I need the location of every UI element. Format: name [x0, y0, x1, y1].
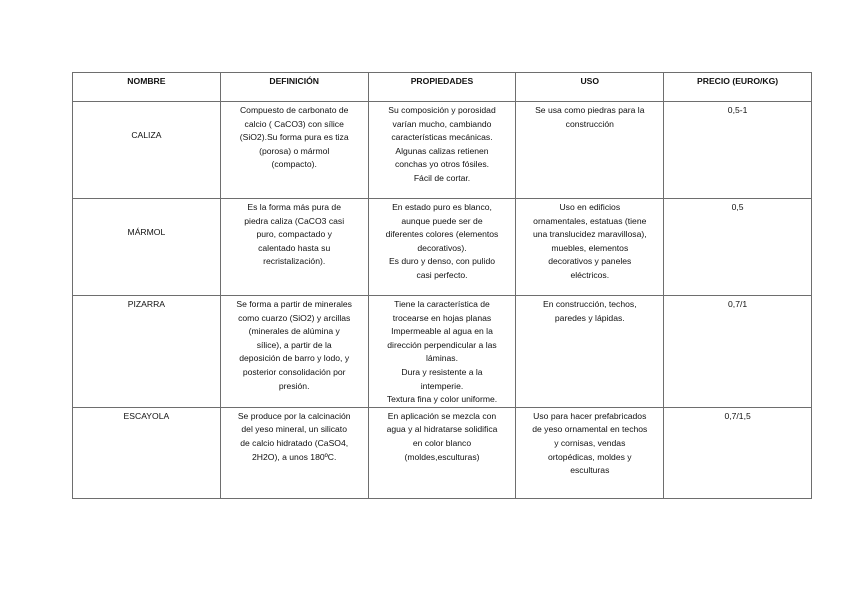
- stone-name: ESCAYOLA: [123, 410, 170, 421]
- cell-definicion: [220, 296, 368, 408]
- cell-precio: [664, 102, 812, 199]
- propiedades-line: varían mucho, cambiando: [392, 118, 492, 129]
- propiedades-line: (moldes,esculturas): [404, 451, 480, 462]
- cell-nombre: [73, 199, 221, 296]
- cell-nombre: [73, 102, 221, 199]
- table-row: [73, 102, 812, 199]
- propiedades-line: diferentes colores (elementos: [385, 229, 499, 240]
- propiedades-line: agua y al hidratarse solidifica: [386, 424, 498, 435]
- uso-line: Uso en edificios: [559, 202, 621, 212]
- header-definicion: DEFINICIÓN: [220, 73, 368, 102]
- definicion-line: de calcio hidratado (CaSO4,: [240, 437, 349, 448]
- cell-definicion: [220, 407, 368, 498]
- propiedades-line: En estado puro es blanco,: [392, 202, 492, 212]
- uso-line: ornamentales, estatuas (tiene: [533, 215, 647, 226]
- definicion-line: recristalización).: [263, 256, 326, 267]
- propiedades-line: conchas yo otros fósiles.: [394, 159, 490, 170]
- header-propiedades: PROPIEDADES: [368, 73, 516, 102]
- cell-precio: [664, 296, 812, 408]
- stone-name: CALIZA: [131, 130, 162, 140]
- propiedades-line: láminas.: [425, 353, 458, 364]
- definicion-line: Se produce por la calcinación: [237, 410, 351, 421]
- uso-line: eléctricos.: [570, 269, 610, 280]
- cell-definicion: [220, 102, 368, 199]
- definicion-line: calentado hasta su: [258, 242, 331, 253]
- cell-propiedades: [368, 102, 516, 199]
- uso-line: ortopédicas, moldes y: [547, 451, 632, 462]
- price-value: 0,7/1,5: [724, 410, 751, 421]
- definicion-line: puro, compactado y: [256, 229, 332, 240]
- definicion-line: (compacto).: [271, 159, 317, 170]
- propiedades-line: Tiene la característica de: [394, 299, 490, 309]
- definicion-line: posterior consolidación por: [242, 366, 346, 377]
- uso-line: de yeso ornamental en techos: [532, 424, 648, 435]
- uso-line: y cornisas, vendas: [554, 437, 626, 448]
- propiedades-line: Fácil de cortar.: [413, 172, 471, 183]
- uso-line: paredes y lápidas.: [554, 312, 625, 323]
- uso-line: una translucidez maravillosa),: [532, 229, 647, 240]
- cell-precio: [664, 199, 812, 296]
- uso-line: Uso para hacer prefabricados: [533, 410, 647, 421]
- definicion-line: (porosa) o mármol: [259, 145, 330, 156]
- definicion-line: piedra caliza (CaCO3 casi: [244, 215, 345, 226]
- propiedades-line: Impermeable al agua en la: [391, 326, 493, 337]
- definicion-line: Es la forma más pura de: [247, 202, 341, 212]
- propiedades-line: casi perfecto.: [416, 269, 468, 280]
- definicion-line: (minerales de alúmina y: [248, 326, 340, 337]
- uso-line: muebles, elementos: [551, 242, 629, 253]
- propiedades-line: En aplicación se mezcla con: [387, 410, 497, 421]
- propiedades-line: características mecánicas.: [391, 132, 493, 143]
- propiedades-line: decorativos).: [417, 242, 467, 253]
- header-precio: PRECIO (EURO/KG): [664, 73, 812, 102]
- propiedades-line: intemperie.: [420, 380, 464, 391]
- definicion-line: presión.: [278, 380, 310, 391]
- uso-line: construcción: [565, 118, 614, 129]
- table-row: [73, 407, 812, 498]
- propiedades-line: Es duro y denso, con pulido: [388, 256, 496, 267]
- cell-uso: [516, 407, 664, 498]
- uso-line: decorativos y paneles: [548, 256, 632, 267]
- propiedades-line: dirección perpendicular a las: [387, 339, 497, 350]
- uso-line: En construcción, techos,: [542, 299, 637, 309]
- cell-propiedades: [368, 296, 516, 408]
- uso-line: Se usa como piedras para la: [535, 105, 645, 115]
- header-row: [73, 73, 812, 102]
- cell-nombre: [73, 296, 221, 408]
- definicion-line: sílice), a partir de la: [256, 339, 332, 350]
- cell-propiedades: [368, 199, 516, 296]
- cell-uso: [516, 199, 664, 296]
- cell-precio: [664, 407, 812, 498]
- definicion-line: Compuesto de carbonato de: [239, 105, 349, 115]
- cell-uso: [516, 102, 664, 199]
- propiedades-line: Su composición y porosidad: [388, 105, 496, 115]
- stone-name: MÁRMOL: [127, 227, 166, 237]
- definicion-line: calcio ( CaCO3) con sílice: [244, 118, 344, 129]
- stone-name: PIZARRA: [127, 299, 166, 309]
- definicion-line: como cuarzo (SiO2) y arcillas: [238, 312, 351, 323]
- propiedades-line: en color blanco: [412, 437, 472, 448]
- definicion-line: (SiO2).Su forma pura es tiza: [239, 132, 349, 143]
- propiedades-line: Dura y resistente a la: [401, 366, 483, 377]
- stones-table: [72, 72, 812, 499]
- definicion-line: 2H2O), a unos 180ºC.: [252, 451, 337, 462]
- table-row: [73, 199, 812, 296]
- price-value: 0,7/1: [728, 299, 748, 309]
- cell-uso: [516, 296, 664, 408]
- propiedades-line: Algunas calizas retienen: [395, 145, 489, 156]
- price-value: 0,5: [731, 202, 744, 212]
- table-row: [73, 296, 812, 408]
- propiedades-line: trocearse en hojas planas: [392, 312, 492, 323]
- cell-definicion: [220, 199, 368, 296]
- cell-nombre: [73, 407, 221, 498]
- definicion-line: Se forma a partir de minerales: [236, 299, 352, 309]
- definicion-line: del yeso mineral, un silicato: [241, 424, 347, 435]
- definicion-line: deposición de barro y lodo, y: [239, 353, 350, 364]
- propiedades-line: Textura fina y color uniforme.: [386, 394, 498, 405]
- header-uso: USO: [516, 73, 664, 102]
- cell-propiedades: [368, 407, 516, 498]
- header-nombre: NOMBRE: [73, 73, 221, 102]
- uso-line: esculturas: [570, 465, 610, 476]
- price-value: 0,5-1: [727, 105, 748, 115]
- propiedades-line: aunque puede ser de: [401, 215, 483, 226]
